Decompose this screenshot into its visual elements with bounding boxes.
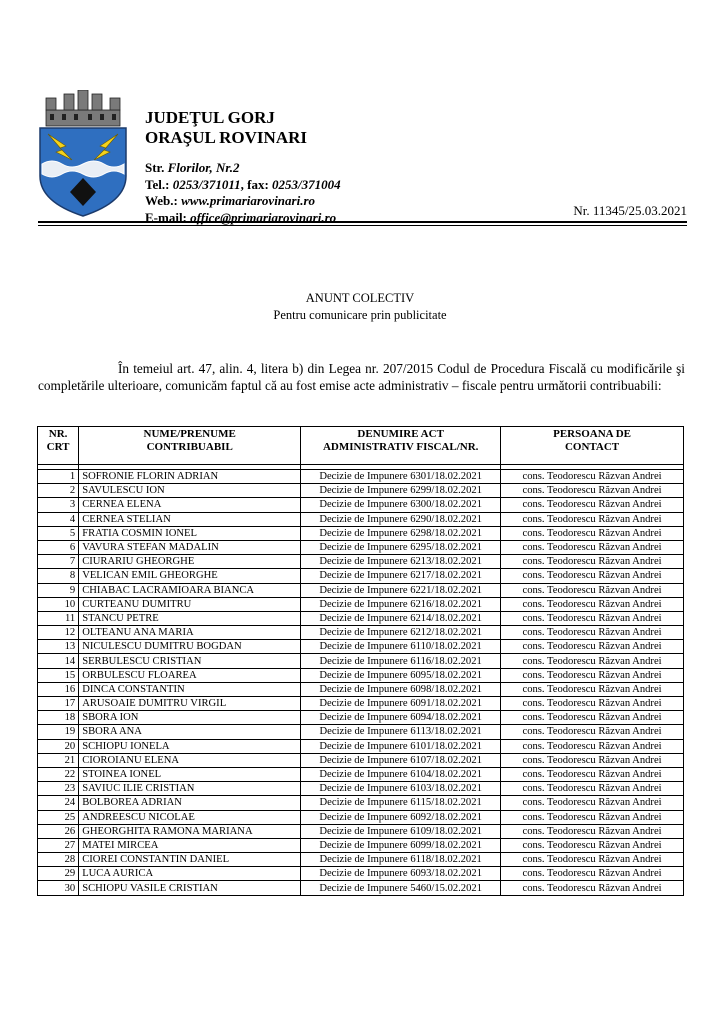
fiscal-act: Decizie de Impunere 6098/18.02.2021: [301, 682, 501, 696]
table-row: [38, 569, 684, 583]
row-number: 27: [38, 838, 79, 852]
table-row: [38, 782, 684, 796]
contact-person: cons. Teodorescu Răzvan Andrei: [501, 583, 684, 597]
table-row: [38, 640, 684, 654]
fiscal-act: Decizie de Impunere 6214/18.02.2021: [301, 611, 501, 625]
row-number: 5: [38, 526, 79, 540]
contact-person: cons. Teodorescu Răzvan Andrei: [501, 838, 684, 852]
row-number: 1: [38, 470, 79, 484]
fiscal-act: Decizie de Impunere 6115/18.02.2021: [301, 796, 501, 810]
header-divider-thin: [38, 225, 687, 226]
table-row: [38, 555, 684, 569]
phone-value: 0253/371011: [172, 176, 241, 192]
contact-person: cons. Teodorescu Răzvan Andrei: [501, 767, 684, 781]
contact-person: cons. Teodorescu Răzvan Andrei: [501, 810, 684, 824]
table-row: [38, 838, 684, 852]
contact-person: cons. Teodorescu Răzvan Andrei: [501, 640, 684, 654]
contributor-name: STOINEA IONEL: [79, 767, 301, 781]
table-row: [38, 470, 684, 484]
table-row: [38, 682, 684, 696]
contact-person: cons. Teodorescu Răzvan Andrei: [501, 611, 684, 625]
table-row: [38, 540, 684, 554]
fiscal-act: Decizie de Impunere 6221/18.02.2021: [301, 583, 501, 597]
contributor-name: MATEI MIRCEA: [79, 838, 301, 852]
row-number: 28: [38, 853, 79, 867]
contact-person: cons. Teodorescu Răzvan Andrei: [501, 753, 684, 767]
table-row: [38, 824, 684, 838]
row-number: 16: [38, 682, 79, 696]
table-row: [38, 583, 684, 597]
contact-person: cons. Teodorescu Răzvan Andrei: [501, 668, 684, 682]
fiscal-act: Decizie de Impunere 6101/18.02.2021: [301, 739, 501, 753]
row-number: 3: [38, 498, 79, 512]
contact-person: cons. Teodorescu Răzvan Andrei: [501, 484, 684, 498]
table-row: [38, 512, 684, 526]
header-nr: NR. CRT: [38, 427, 79, 465]
header-contact-block: [145, 108, 445, 226]
table-row: [38, 853, 684, 867]
contributor-name: NICULESCU DUMITRU BOGDAN: [79, 640, 301, 654]
contributor-name: CERNEA STELIAN: [79, 512, 301, 526]
table-row: [38, 668, 684, 682]
row-number: 23: [38, 782, 79, 796]
street-value: Florilor, Nr.2: [167, 160, 240, 175]
fiscal-act: Decizie de Impunere 6103/18.02.2021: [301, 782, 501, 796]
document-number: Nr. 11345/25.03.2021: [573, 203, 687, 218]
row-number: 22: [38, 767, 79, 781]
table-row: [38, 697, 684, 711]
contributor-name: BOLBOREA ADRIAN: [79, 796, 301, 810]
row-number: 30: [38, 881, 79, 895]
announcement-title: ANUNT COLECTIV: [305, 291, 415, 305]
table-row: [38, 739, 684, 753]
email: E-mail: office@primariarovinari.ro: [145, 209, 337, 225]
table-row: [38, 484, 684, 498]
mural-crown: [46, 90, 120, 126]
row-number: 21: [38, 753, 79, 767]
fiscal-act: Decizie de Impunere 6104/18.02.2021: [301, 767, 501, 781]
contributor-name: ORBULESCU FLOAREA: [79, 668, 301, 682]
fiscal-act: Decizie de Impunere 6118/18.02.2021: [301, 853, 501, 867]
table-row: [38, 498, 684, 512]
contributor-name: CIOROIANU ELENA: [79, 753, 301, 767]
fiscal-act: Decizie de Impunere 6093/18.02.2021: [301, 867, 501, 881]
row-number: 8: [38, 569, 79, 583]
contributor-name: VAVURA STEFAN MADALIN: [79, 540, 301, 554]
intro-paragraph: În temeiul art. 47, alin. 4, litera b) din Legea nr. 207/2015 Codul de Procedura Fiscală cu modificările şi completările ulterioare, comunicăm faptul că au fost emise acte administrativ – fiscale pentru următorii contribuabili:: [38, 361, 685, 393]
contact-person: cons. Teodorescu Răzvan Andrei: [501, 881, 684, 895]
row-number: 12: [38, 626, 79, 640]
website: Web.: www.primariarovinari.ro: [145, 193, 316, 208]
table-row: [38, 753, 684, 767]
contributor-name: FRATIA COSMIN IONEL: [79, 526, 301, 540]
contributor-name: SAVULESCU ION: [79, 484, 301, 498]
fiscal-act: Decizie de Impunere 6212/18.02.2021: [301, 626, 501, 640]
contact-person: cons. Teodorescu Răzvan Andrei: [501, 824, 684, 838]
contributor-name: STANCU PETRE: [79, 611, 301, 625]
contributor-name: LUCA AURICA: [79, 867, 301, 881]
table-row: [38, 654, 684, 668]
contributor-name: OLTEANU ANA MARIA: [79, 626, 301, 640]
contact-person: cons. Teodorescu Răzvan Andrei: [501, 867, 684, 881]
table-header-row: [38, 427, 684, 465]
table-row: [38, 725, 684, 739]
contact-person: cons. Teodorescu Răzvan Andrei: [501, 526, 684, 540]
fiscal-act: Decizie de Impunere 6299/18.02.2021: [301, 484, 501, 498]
row-number: 4: [38, 512, 79, 526]
contributor-name: SCHIOPU IONELA: [79, 739, 301, 753]
table-row: [38, 611, 684, 625]
contributor-name: SERBULESCU CRISTIAN: [79, 654, 301, 668]
contact-person: cons. Teodorescu Răzvan Andrei: [501, 853, 684, 867]
email-link[interactable]: office@primariarovinari.ro: [190, 209, 337, 225]
contact-person: cons. Teodorescu Răzvan Andrei: [501, 711, 684, 725]
row-number: 26: [38, 824, 79, 838]
table-row: [38, 881, 684, 895]
contact-person: cons. Teodorescu Răzvan Andrei: [501, 512, 684, 526]
contact-person: cons. Teodorescu Răzvan Andrei: [501, 470, 684, 484]
fiscal-act: Decizie de Impunere 6099/18.02.2021: [301, 838, 501, 852]
header-divider: [38, 221, 687, 223]
contributor-name: SAVIUC ILIE CRISTIAN: [79, 782, 301, 796]
fiscal-act: Decizie de Impunere 6213/18.02.2021: [301, 555, 501, 569]
table-row: [38, 810, 684, 824]
contact-person: cons. Teodorescu Răzvan Andrei: [501, 796, 684, 810]
fiscal-act: Decizie de Impunere 6116/18.02.2021: [301, 654, 501, 668]
contact-person: cons. Teodorescu Răzvan Andrei: [501, 540, 684, 554]
fiscal-act: Decizie de Impunere 6217/18.02.2021: [301, 569, 501, 583]
fiscal-act: Decizie de Impunere 6216/18.02.2021: [301, 597, 501, 611]
row-number: 15: [38, 668, 79, 682]
county-name: JUDEŢUL GORJ: [145, 108, 275, 127]
contributor-name: SOFRONIE FLORIN ADRIAN: [79, 470, 301, 484]
fiscal-act: Decizie de Impunere 6300/18.02.2021: [301, 498, 501, 512]
table-row: [38, 867, 684, 881]
contact-person: cons. Teodorescu Răzvan Andrei: [501, 597, 684, 611]
contributor-name: VELICAN EMIL GHEORGHE: [79, 569, 301, 583]
street-address: Str. Florilor, Nr.2: [145, 160, 240, 175]
row-number: 7: [38, 555, 79, 569]
row-number: 14: [38, 654, 79, 668]
row-number: 13: [38, 640, 79, 654]
fiscal-act: Decizie de Impunere 6290/18.02.2021: [301, 512, 501, 526]
row-number: 10: [38, 597, 79, 611]
fiscal-act: Decizie de Impunere 6298/18.02.2021: [301, 526, 501, 540]
row-number: 11: [38, 611, 79, 625]
table-row: [38, 796, 684, 810]
fax-value: 0253/371004: [272, 176, 341, 192]
row-number: 18: [38, 711, 79, 725]
contact-person: cons. Teodorescu Răzvan Andrei: [501, 654, 684, 668]
contributor-name: CURTEANU DUMITRU: [79, 597, 301, 611]
table-row: [38, 767, 684, 781]
row-number: 19: [38, 725, 79, 739]
contact-person: cons. Teodorescu Răzvan Andrei: [501, 569, 684, 583]
contributor-name: ARUSOAIE DUMITRU VIRGIL: [79, 697, 301, 711]
row-number: 24: [38, 796, 79, 810]
contact-person: cons. Teodorescu Răzvan Andrei: [501, 697, 684, 711]
fiscal-act: Decizie de Impunere 6095/18.02.2021: [301, 668, 501, 682]
table-body: [38, 470, 684, 896]
coat-of-arms-emblem: [36, 90, 130, 218]
contact-person: cons. Teodorescu Răzvan Andrei: [501, 626, 684, 640]
header-act: DENUMIRE ACT ADMINISTRATIV FISCAL/NR.: [301, 427, 501, 465]
phone-fax: Tel.: 0253/371011, fax: 0253/371004: [145, 176, 341, 192]
contact-person: cons. Teodorescu Răzvan Andrei: [501, 682, 684, 696]
town-name: ORAŞUL ROVINARI: [145, 128, 307, 147]
fiscal-act: Decizie de Impunere 6295/18.02.2021: [301, 540, 501, 554]
announcement-subtitle: Pentru comunicare prin publicitate: [273, 308, 447, 322]
row-number: 25: [38, 810, 79, 824]
header-contact: PERSOANA DE CONTACT: [501, 427, 684, 465]
fiscal-act: Decizie de Impunere 5460/15.02.2021: [301, 881, 501, 895]
contributor-name: CERNEA ELENA: [79, 498, 301, 512]
fiscal-act: Decizie de Impunere 6107/18.02.2021: [301, 753, 501, 767]
contributor-name: GHEORGHITA RAMONA MARIANA: [79, 824, 301, 838]
contributor-name: SBORA ION: [79, 711, 301, 725]
contributor-name: SCHIOPU VASILE CRISTIAN: [79, 881, 301, 895]
contact-person: cons. Teodorescu Răzvan Andrei: [501, 739, 684, 753]
contributors-table: [37, 426, 684, 896]
table-row: [38, 597, 684, 611]
row-number: 6: [38, 540, 79, 554]
table-row: [38, 711, 684, 725]
fiscal-act: Decizie de Impunere 6113/18.02.2021: [301, 725, 501, 739]
fiscal-act: Decizie de Impunere 6091/18.02.2021: [301, 697, 501, 711]
row-number: 2: [38, 484, 79, 498]
contributor-name: ANDREESCU NICOLAE: [79, 810, 301, 824]
row-number: 17: [38, 697, 79, 711]
website-link[interactable]: www.primariarovinari.ro: [181, 193, 316, 208]
contact-person: cons. Teodorescu Răzvan Andrei: [501, 782, 684, 796]
fiscal-act: Decizie de Impunere 6109/18.02.2021: [301, 824, 501, 838]
contributor-name: CIURARIU GHEORGHE: [79, 555, 301, 569]
fiscal-act: Decizie de Impunere 6094/18.02.2021: [301, 711, 501, 725]
contact-person: cons. Teodorescu Răzvan Andrei: [501, 555, 684, 569]
header-name: NUME/PRENUME CONTRIBUABIL: [79, 427, 301, 465]
contact-person: cons. Teodorescu Răzvan Andrei: [501, 498, 684, 512]
announcement-heading: [0, 290, 720, 324]
contributor-name: SBORA ANA: [79, 725, 301, 739]
fiscal-act: Decizie de Impunere 6301/18.02.2021: [301, 470, 501, 484]
table-row: [38, 626, 684, 640]
row-number: 9: [38, 583, 79, 597]
row-number: 20: [38, 739, 79, 753]
table-row: [38, 526, 684, 540]
contributor-name: DINCA CONSTANTIN: [79, 682, 301, 696]
contributor-name: CIOREI CONSTANTIN DANIEL: [79, 853, 301, 867]
row-number: 29: [38, 867, 79, 881]
contributor-name: CHIABAC LACRAMIOARA BIANCA: [79, 583, 301, 597]
contact-person: cons. Teodorescu Răzvan Andrei: [501, 725, 684, 739]
fiscal-act: Decizie de Impunere 6110/18.02.2021: [301, 640, 501, 654]
fiscal-act: Decizie de Impunere 6092/18.02.2021: [301, 810, 501, 824]
